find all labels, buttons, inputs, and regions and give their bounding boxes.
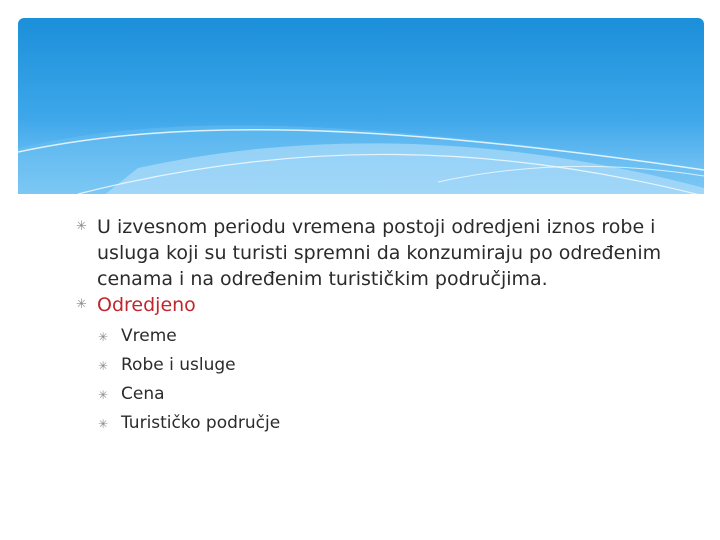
banner-graphic <box>18 18 704 200</box>
sub-bullet-item <box>98 380 676 409</box>
slide-body <box>76 214 676 438</box>
sub-bullet-item <box>98 322 676 351</box>
bullet-definition <box>76 214 676 292</box>
bullet-odredjeno <box>76 292 676 318</box>
sub-bullet-text: Turističko područje <box>121 413 281 433</box>
sub-bullet-list <box>76 322 676 438</box>
asterisk-bullet-icon: ✳ <box>98 330 109 344</box>
sub-bullet-item <box>98 409 676 438</box>
asterisk-bullet-icon: ✳ <box>98 359 109 373</box>
asterisk-bullet-icon: ✳ <box>98 388 109 402</box>
sub-bullet-item <box>98 351 676 380</box>
sub-bullet-text: Vreme <box>121 326 177 346</box>
bullet-text: U izvesnom periodu vremena postoji odredjeni iznos robe i usluga koji su turisti spremni da konzumiraju po određenim cenama i na određenim turističkim područjima. <box>97 216 662 290</box>
asterisk-bullet-icon: ✳ <box>76 297 87 312</box>
sub-bullet-text: Robe i usluge <box>121 355 236 375</box>
asterisk-bullet-icon: ✳ <box>76 219 87 234</box>
bullet-text: Odredjeno <box>97 294 196 316</box>
header-banner <box>18 18 704 200</box>
asterisk-bullet-icon: ✳ <box>98 417 109 431</box>
sub-bullet-text: Cena <box>121 384 165 404</box>
